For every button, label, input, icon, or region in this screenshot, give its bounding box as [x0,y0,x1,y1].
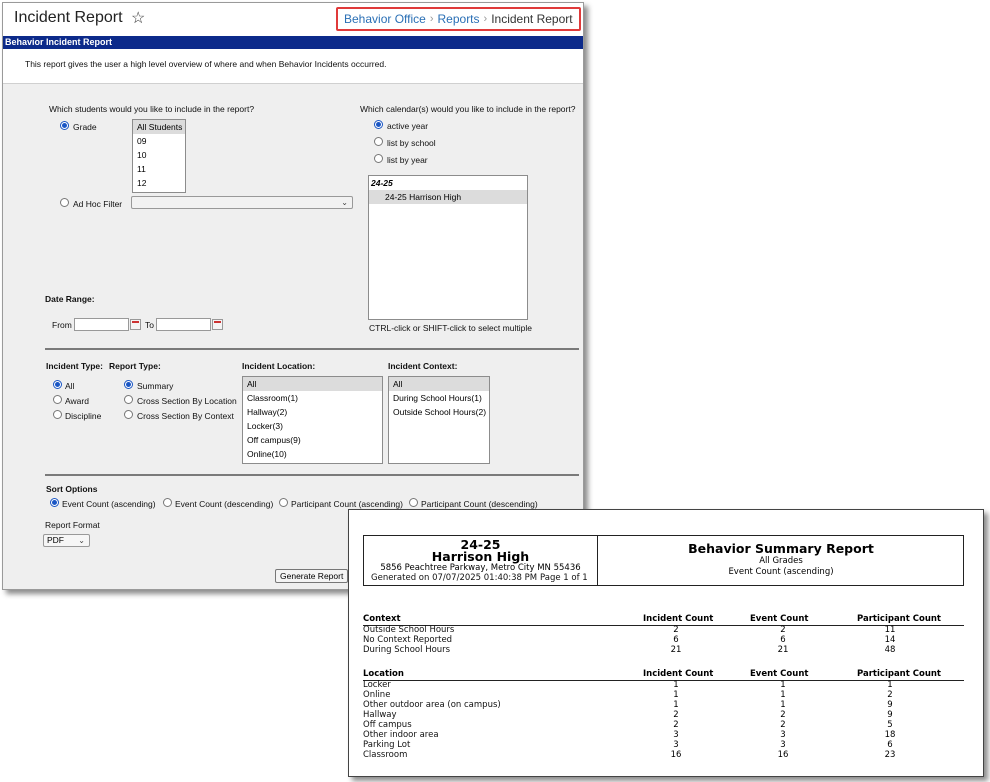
report-subtitle-grades: All Grades [759,556,803,566]
event-count-cell: 6 [780,635,786,645]
calendars-question: Which calendar(s) would you like to include in the report? [360,104,576,114]
incident-count-cell: 3 [673,740,679,750]
participant-count-cell: 1 [887,680,893,690]
incident-count-cell: 2 [673,720,679,730]
row-label: Off campus [363,720,412,730]
page-title: Incident Report [14,9,123,26]
participant-count-cell: 18 [884,730,896,740]
row-label: During School Hours [363,645,451,655]
grade-option[interactable]: 12 [137,178,147,188]
event-count-cell: 21 [777,645,789,655]
context-option[interactable]: All [389,377,489,391]
grade-option[interactable]: 10 [137,150,147,160]
incident-count-cell: 16 [670,750,682,760]
row-label: Other indoor area [363,730,439,740]
to-label: To [145,320,154,330]
sort-event-desc-radio[interactable] [163,498,172,507]
divider [45,474,579,476]
from-date-input[interactable] [74,318,129,331]
list-by-school-label: list by school [387,138,436,148]
incident-type-label: Incident Type: [46,361,103,371]
sort-event-asc-label: Event Count (ascending) [62,499,156,509]
incident-type-all-radio[interactable] [53,380,62,389]
event-count-cell: 1 [780,680,786,690]
participant-count-cell: 2 [887,690,893,700]
report-title: Behavior Summary Report [688,541,874,556]
row-label: Outside School Hours [363,625,455,635]
col-participant-count: Participant Count [857,614,941,624]
report-type-location-radio[interactable] [124,395,133,404]
incident-location-listbox[interactable] [242,376,383,464]
report-format-label: Report Format [45,520,100,530]
sort-participant-asc-radio[interactable] [279,498,288,507]
event-count-cell: 2 [780,720,786,730]
sort-event-desc-label: Event Count (descending) [175,499,274,509]
date-range-label: Date Range: [45,294,95,304]
col-event-count: Event Count [750,614,809,624]
participant-count-cell: 5 [887,720,893,730]
list-by-year-label: list by year [387,155,428,165]
breadcrumb-current: Incident Report [491,12,573,26]
incident-count-cell: 1 [673,690,679,700]
title-bar [3,3,583,35]
incident-type-award-label: Award [65,396,89,406]
col-participant-count: Participant Count [857,669,941,679]
incident-type-all-label: All [65,381,75,391]
report-type-summary-radio[interactable] [124,380,133,389]
generate-report-button[interactable]: Generate Report [275,569,348,583]
event-count-cell: 3 [780,740,786,750]
incident-type-award-radio[interactable] [53,395,62,404]
calendar-icon[interactable] [130,319,141,330]
sort-participant-asc-label: Participant Count (ascending) [291,499,403,509]
participant-count-cell: 9 [887,700,893,710]
calendar-icon[interactable] [212,319,223,330]
incident-count-cell: 2 [673,710,679,720]
list-by-school-radio[interactable] [374,137,383,146]
calendar-option[interactable]: 24-25 Harrison High [369,190,527,204]
event-count-cell: 3 [780,730,786,740]
active-year-radio[interactable] [374,120,383,129]
report-year: 24-25 [460,537,501,552]
incident-count-cell: 3 [673,730,679,740]
location-option[interactable]: Off campus(9) [247,435,301,445]
incident-count-cell: 21 [670,645,682,655]
chevron-right-icon: › [429,13,434,25]
location-header: Location [363,669,404,679]
incident-report-window [2,2,584,590]
incident-type-discipline-radio[interactable] [53,410,62,419]
breadcrumb [336,7,581,31]
row-label: Online [363,690,391,700]
from-label: From [52,320,72,330]
location-option[interactable]: Online(10) [247,449,287,459]
report-type-location-label: Cross Section By Location [137,396,237,406]
grade-radio[interactable] [60,121,69,130]
participant-count-cell: 6 [887,740,893,750]
list-by-year-radio[interactable] [374,154,383,163]
report-address: 5856 Peachtree Parkway, Metro City MN 55436 [380,563,581,573]
row-label: Classroom [363,750,408,760]
report-format-select[interactable] [43,534,90,547]
sort-event-asc-radio[interactable] [50,498,59,507]
event-count-cell: 1 [780,690,786,700]
col-event-count: Event Count [750,669,809,679]
row-label: Other outdoor area (on campus) [363,700,501,710]
report-school: Harrison High [431,549,530,564]
row-label: Locker [363,680,391,690]
incident-context-label: Incident Context: [388,361,458,371]
location-option[interactable]: Locker(3) [247,421,283,431]
grade-option[interactable]: 11 [137,164,146,174]
sort-participant-desc-radio[interactable] [409,498,418,507]
breadcrumb-behavior-office[interactable]: Behavior Office [344,12,426,26]
location-option[interactable]: All [243,377,382,391]
chevron-down-icon: ⌄ [78,536,85,545]
to-date-input[interactable] [156,318,211,331]
row-label: Hallway [363,710,397,720]
location-option[interactable]: Classroom(1) [247,393,299,403]
event-count-cell: 16 [777,750,789,760]
report-type-context-label: Cross Section By Context [137,411,234,421]
participant-count-cell: 9 [887,710,893,720]
students-question: Which students would you like to include in the report? [49,104,255,114]
context-header: Context [363,614,401,624]
participant-count-cell: 48 [884,645,896,655]
context-option[interactable]: Outside School Hours(2) [393,407,487,417]
event-count-cell: 2 [780,710,786,720]
col-incident-count: Incident Count [643,669,714,679]
context-option[interactable]: During School Hours(1) [393,393,482,403]
adhoc-filter-label: Ad Hoc Filter [73,199,123,209]
sort-options-label: Sort Options [46,484,98,494]
grade-label: Grade [73,122,97,132]
report-page: Page 1 of 1 [540,573,588,583]
incident-count-cell: 2 [673,625,679,635]
divider [45,348,579,350]
report-header-box [363,535,964,586]
report-type-summary-label: Summary [137,381,174,391]
incident-count-cell: 6 [673,635,679,645]
adhoc-filter-select[interactable] [131,196,353,209]
grade-listbox[interactable] [132,119,186,193]
incident-context-listbox[interactable] [388,376,490,464]
chevron-right-icon: › [483,13,488,25]
grade-option[interactable]: 09 [137,136,147,146]
incident-location-label: Incident Location: [242,361,316,371]
participant-count-cell: 23 [884,750,896,760]
row-label: No Context Reported [363,635,453,645]
section-header-band: Behavior Incident Report [3,36,583,49]
report-type-context-radio[interactable] [124,410,133,419]
event-count-cell: 1 [780,700,786,710]
star-icon[interactable]: ☆ [131,10,146,27]
report-description: This report gives the user a high level overview of where and when Behavior Incidents occurred. [25,59,387,69]
location-option[interactable]: Hallway(2) [247,407,288,417]
report-format-value: PDF [47,535,64,545]
chevron-down-icon: ⌄ [341,198,348,207]
row-label: Parking Lot [363,740,411,750]
event-count-cell: 2 [780,625,786,635]
report-type-label: Report Type: [109,361,161,371]
incident-type-discipline-label: Discipline [65,411,102,421]
active-year-label: active year [387,121,429,131]
incident-count-cell: 1 [673,680,679,690]
report-subtitle-sort: Event Count (ascending) [728,567,834,577]
participant-count-cell: 11 [884,625,896,635]
behavior-summary-report [348,509,984,777]
grade-option[interactable]: All Students [133,120,185,134]
sort-participant-desc-label: Participant Count (descending) [421,499,538,509]
col-incident-count: Incident Count [643,614,714,624]
calendar-group: 24-25 [371,178,393,188]
adhoc-filter-radio[interactable] [60,198,69,207]
multi-select-hint: CTRL-click or SHIFT-click to select multiple [369,323,532,333]
breadcrumb-reports[interactable]: Reports [437,12,480,26]
report-generated: Generated on 07/07/2025 01:40:38 PM [371,573,538,583]
participant-count-cell: 14 [884,635,896,645]
incident-count-cell: 1 [673,700,679,710]
calendar-listbox[interactable] [368,175,528,320]
